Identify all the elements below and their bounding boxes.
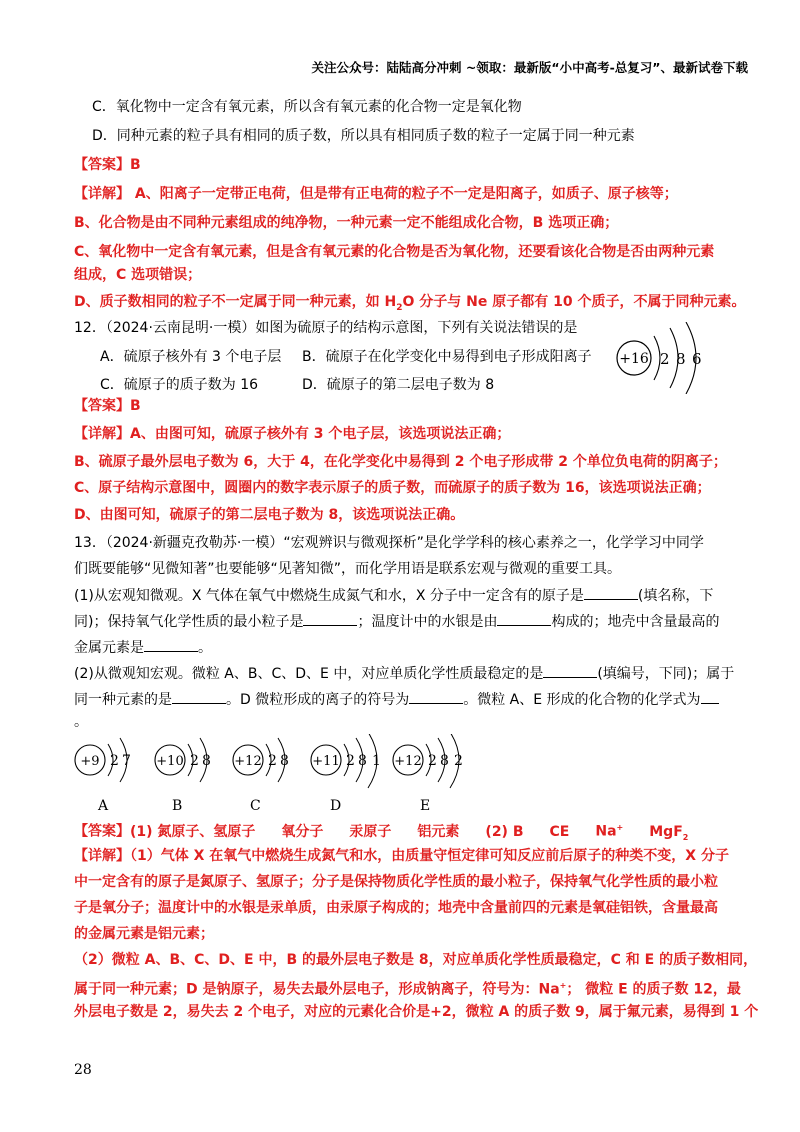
q12-option-a: A．硫原子核外有 3 个电子层 xyxy=(100,349,282,365)
question-text: (填名称，下 xyxy=(637,588,714,604)
prev-detail-line xyxy=(74,184,678,204)
shell-electron-count: 2 xyxy=(346,753,355,769)
shell-electron-count: 6 xyxy=(692,350,702,368)
subscript: 2 xyxy=(396,302,403,313)
answer-item: CE xyxy=(549,823,570,840)
particle-diagrams xyxy=(70,734,470,814)
q13-part1 xyxy=(74,637,212,658)
page-header: 关注公众号：陆陆高分冲刺 ~领取：最新版“小中高考-总复习”、最新试卷下载 xyxy=(311,60,748,75)
answer-blank[interactable] xyxy=(172,689,226,704)
q13-detail-line: 中一定含有的原子是氮原子、氢原子；分子是保持物质化学性质的最小粒子，保持氧气化学性质的最小粒 xyxy=(74,874,718,890)
nucleus-charge: +12 xyxy=(234,754,262,769)
answer-blank[interactable] xyxy=(543,663,597,678)
prev-answer xyxy=(74,155,141,175)
q13-part2 xyxy=(74,689,719,710)
question-text: ；温度计中的水银是由 xyxy=(357,614,498,630)
q13-detail-line: （2）微粒 A、B、C、D、E 中，B 的最外层电子数是 8，对应单质化学性质最稳定，C 和 E 的质子数相同， xyxy=(74,952,758,968)
nucleus-charge: +9 xyxy=(80,754,100,769)
q13-part2: 。 xyxy=(74,714,88,730)
answer-item: 铝元素 xyxy=(417,823,460,840)
formula-text: MgF xyxy=(649,823,683,840)
detail-text: 属于同一种元素；D 是钠原子，易失去最外层电子，形成钠离子，符号为：Na xyxy=(74,981,560,998)
q12-detail-line: D、由图可知，硫原子的第二层电子数为 8，该选项说法正确。 xyxy=(74,507,465,523)
q13-part1 xyxy=(74,611,719,632)
q12-option-b: B．硫原子在化学变化中易得到电子形成阳离子 xyxy=(302,349,592,365)
subscript: 2 xyxy=(682,832,689,842)
detail-label: 【详解】 xyxy=(74,426,130,442)
question-text: (2)从微观知宏观。微粒 A、B、C、D、E 中，对应单质化学性质最稳定的是 xyxy=(74,666,544,682)
answer-label: 【答案】 xyxy=(74,823,130,840)
particle-label: C xyxy=(250,798,261,814)
q13-stem: 13．（2024·新疆克孜勒苏·一模）“宏观辨识与微观探析”是化学学科的核心素养之一，化学学习中同学 xyxy=(74,535,704,551)
answer-value: B xyxy=(130,398,141,414)
particle-d xyxy=(311,734,381,814)
shell-electron-count: 7 xyxy=(122,753,131,769)
q13-part1 xyxy=(74,585,713,606)
shell-electron-count: 8 xyxy=(202,753,211,769)
nucleus-charge: +16 xyxy=(619,351,649,367)
nucleus-charge: +10 xyxy=(156,754,184,769)
shell-electron-count: 2 xyxy=(110,753,119,769)
q12-detail-line xyxy=(74,424,510,444)
particle-a xyxy=(75,738,131,814)
q13-answer xyxy=(74,818,714,847)
question-text: 同)；保持氧气化学性质的最小粒子是 xyxy=(74,614,304,630)
shell-electron-count: 2 xyxy=(428,753,437,769)
q12-detail-line: B、硫原子最外层电子数为 6，大于 4，在化学变化中易得到 2 个电子形成带 2 个单位负电荷的阴离子； xyxy=(74,454,727,470)
particle-label: E xyxy=(420,798,431,814)
answer-blank[interactable] xyxy=(497,611,551,626)
prev-option-d: D．同种元素的粒子具有相同的质子数，所以具有相同质子数的粒子一定属于同一种元素 xyxy=(92,128,635,144)
detail-text: ； 微粒 E 的质子数 12，最 xyxy=(566,981,741,998)
question-text: 构成的；地壳中含量最高的 xyxy=(551,614,720,630)
answer-blank[interactable] xyxy=(409,689,463,704)
shell-electron-count: 8 xyxy=(440,753,449,769)
q12-option-c: C．硫原子的质子数为 16 xyxy=(100,377,259,393)
q12-answer xyxy=(74,396,141,416)
q13-detail-line: 子是氧分子；温度计中的水银是汞单质，由汞原子构成的；地壳中含量前四的元素是氧硅铝铁，含量最高 xyxy=(74,900,718,916)
q13-part2 xyxy=(74,663,734,684)
q12-stem: 12．（2024·云南昆明·一模）如图为硫原子的结构示意图，下列有关说法错误的是 xyxy=(74,320,578,336)
question-text: (1)从宏观知微观。X 气体在氧气中燃烧生成氮气和水，X 分子中一定含有的原子是 xyxy=(74,588,584,604)
question-text: 。 xyxy=(198,640,212,656)
answer-label: 【答案】 xyxy=(74,157,130,173)
particle-label: D xyxy=(330,798,342,814)
particle-e xyxy=(393,734,463,814)
formula-text: Na xyxy=(595,823,617,840)
answer-item xyxy=(649,822,688,848)
shell-electron-count: 2 xyxy=(190,753,199,769)
answer-blank[interactable] xyxy=(701,689,719,704)
shell-electron-count: 8 xyxy=(676,350,686,368)
question-text: (填编号，下同)；属于 xyxy=(597,666,735,682)
particle-label: B xyxy=(172,798,183,814)
answer-item: 氧分子 xyxy=(281,823,324,840)
question-text: 。微粒 A、E 形成的化合物的化学式为 xyxy=(463,692,701,708)
answer-label: 【答案】 xyxy=(74,398,130,414)
answer-blank[interactable] xyxy=(584,585,638,600)
prev-option-c: C．氧化物中一定含有氧元素，所以含有氧元素的化合物一定是氧化物 xyxy=(92,99,522,115)
q13-detail-line: 的金属元素是铝元素； xyxy=(74,926,214,942)
detail-text: A、阳离子一定带正电荷，但是带有正电荷的粒子不一定是阳离子，如质子、原子核等； xyxy=(134,186,678,202)
prev-detail-line: B、化合物是由不同种元素组成的纯净物，一种元素一定不能组成化合物，B 选项正确； xyxy=(74,215,619,231)
answer-item: 汞原子 xyxy=(349,823,392,840)
superscript: + xyxy=(559,981,567,990)
detail-text: D、质子数相同的粒子不一定属于同一种元素，如 H xyxy=(74,294,397,310)
q13-detail-line: 外层电子数是 2，易失去 2 个电子，对应的元素化合价是+2，微粒 A 的质子数 9，属于氟元素，易得到 1 个 xyxy=(74,1004,759,1020)
answer-item xyxy=(595,818,623,842)
shell-electron-count: 2 xyxy=(660,350,670,368)
question-text: 金属元素是 xyxy=(74,640,144,656)
sulfur-atom-diagram xyxy=(608,322,718,394)
particle-label: A xyxy=(98,798,109,814)
prev-detail-line: C、氧化物中一定含有氧元素，但是含有氧元素的化合物是否为氧化物，还要看该化合物是否由两种元素 xyxy=(74,244,715,260)
q12-option-d: D．硫原子的第二层电子数为 8 xyxy=(302,377,495,393)
prev-detail-line: 组成，C 选项错误； xyxy=(74,267,202,283)
shell-electron-count: 8 xyxy=(358,753,367,769)
shell-electron-count: 1 xyxy=(372,753,381,769)
detail-text: A、由图可知，硫原子核外有 3 个电子层，该选项说法正确； xyxy=(130,426,511,442)
nucleus-charge: +11 xyxy=(312,754,340,769)
superscript: + xyxy=(616,823,624,832)
answer-value: B xyxy=(130,157,141,173)
particle-b xyxy=(155,738,211,814)
prev-detail-line xyxy=(74,292,745,318)
shell-electron-count: 2 xyxy=(268,753,277,769)
shell-electron-count: 2 xyxy=(454,753,463,769)
page-number: 28 xyxy=(74,1062,92,1078)
detail-label: 【详解】 xyxy=(74,186,130,202)
question-text: 同一种元素的是 xyxy=(74,692,172,708)
answer-item: (1) 氮原子、氢原子 xyxy=(130,823,256,840)
detail-text: O 分子与 Ne 原子都有 10 个质子，不属于同种元素。 xyxy=(402,294,746,310)
q13-detail-line xyxy=(74,976,741,1000)
answer-blank[interactable] xyxy=(303,611,357,626)
shell-electron-count: 8 xyxy=(280,753,289,769)
particle-c xyxy=(233,738,289,814)
q13-detail-line xyxy=(74,846,729,866)
q13-stem: 们既要能够“见微知著”也要能够“见著知微”，而化学用语是联系宏观与微观的重要工具。 xyxy=(74,561,622,577)
answer-blank[interactable] xyxy=(144,637,198,652)
answer-item: (2) B xyxy=(485,823,524,840)
q12-detail-line: C、原子结构示意图中，圆圈内的数字表示原子的质子数，而硫原子的质子数为 16，该选项说法正确； xyxy=(74,480,711,496)
nucleus-charge: +12 xyxy=(394,754,422,769)
question-text: 。D 微粒形成的离子的符号为 xyxy=(226,692,410,708)
detail-text: （1）气体 X 在氧气中燃烧生成氮气和水，由质量守恒定律可知反应前后原子的种类不变，X 分子 xyxy=(130,848,729,864)
detail-label: 【详解】 xyxy=(74,848,130,864)
